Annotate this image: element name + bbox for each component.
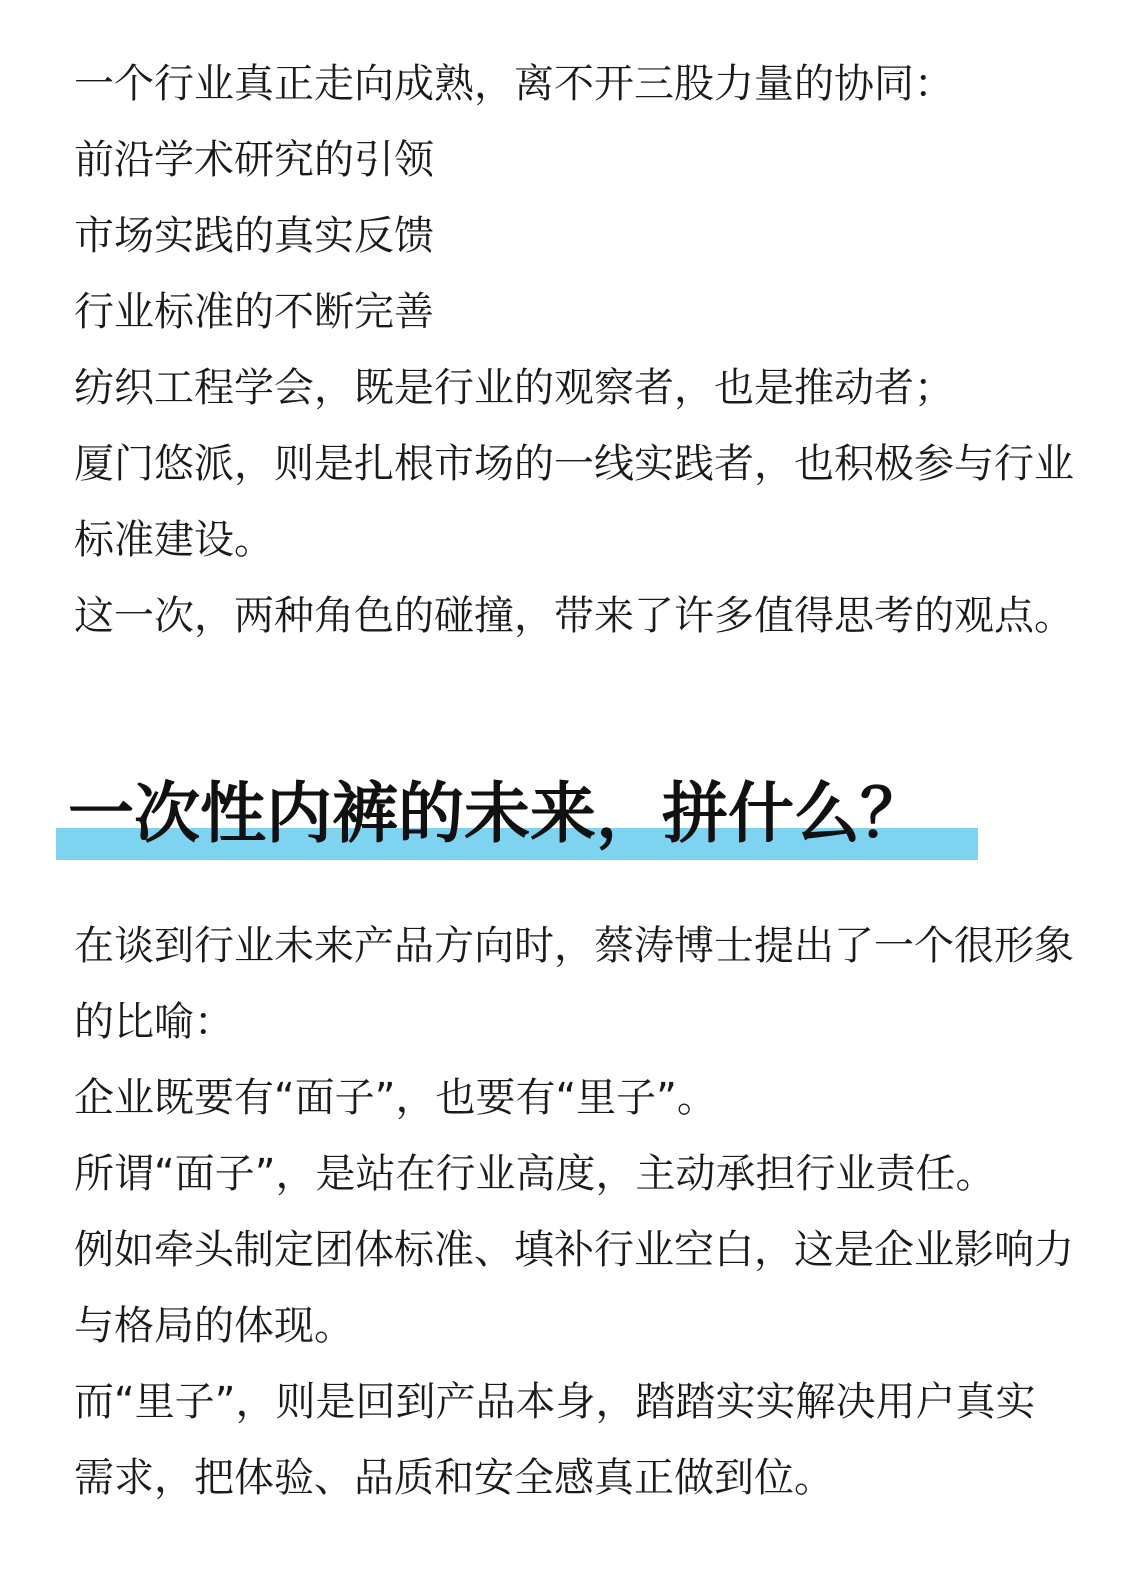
body-paragraph-3: 所谓“面子”，是站在行业高度，主动承担行业责任。 (74, 1151, 996, 1197)
section-heading-text: 一次性内裤的未来，拼什么？ (68, 775, 926, 852)
intro-paragraph-6: 厦门悠派，则是扎根市场的一线实践者，也积极参与行业标准建设。 (74, 441, 1074, 563)
intro-paragraph-1: 一个行业真正走向成熟，离不开三股力量的协同： (74, 61, 954, 107)
intro-paragraph-7: 这一次，两种角色的碰撞，带来了许多值得思考的观点。 (74, 593, 1074, 639)
body-paragraph-4: 例如牵头制定团体标准、填补行业空白，这是企业影响力与格局的体现。 (74, 1227, 1074, 1349)
intro-section (74, 46, 1074, 654)
intro-paragraph-5: 纺织工程学会，既是行业的观察者，也是推动者； (74, 365, 954, 411)
section-heading (56, 770, 978, 862)
intro-paragraph-4: 行业标准的不断完善 (74, 289, 434, 335)
body-paragraph-2: 企业既要有“面子”，也要有“里子”。 (74, 1075, 717, 1121)
body-section (74, 908, 1074, 1516)
intro-paragraph-2: 前沿学术研究的引领 (74, 137, 434, 183)
body-paragraph-1: 在谈到行业未来产品方向时，蔡涛博士提出了一个很形象的比喻： (74, 923, 1074, 1045)
intro-paragraph-3: 市场实践的真实反馈 (74, 213, 434, 259)
body-paragraph-5: 而“里子”，则是回到产品本身，踏踏实实解决用户真实需求，把体验、品质和安全感真正做到位。 (74, 1379, 1036, 1501)
